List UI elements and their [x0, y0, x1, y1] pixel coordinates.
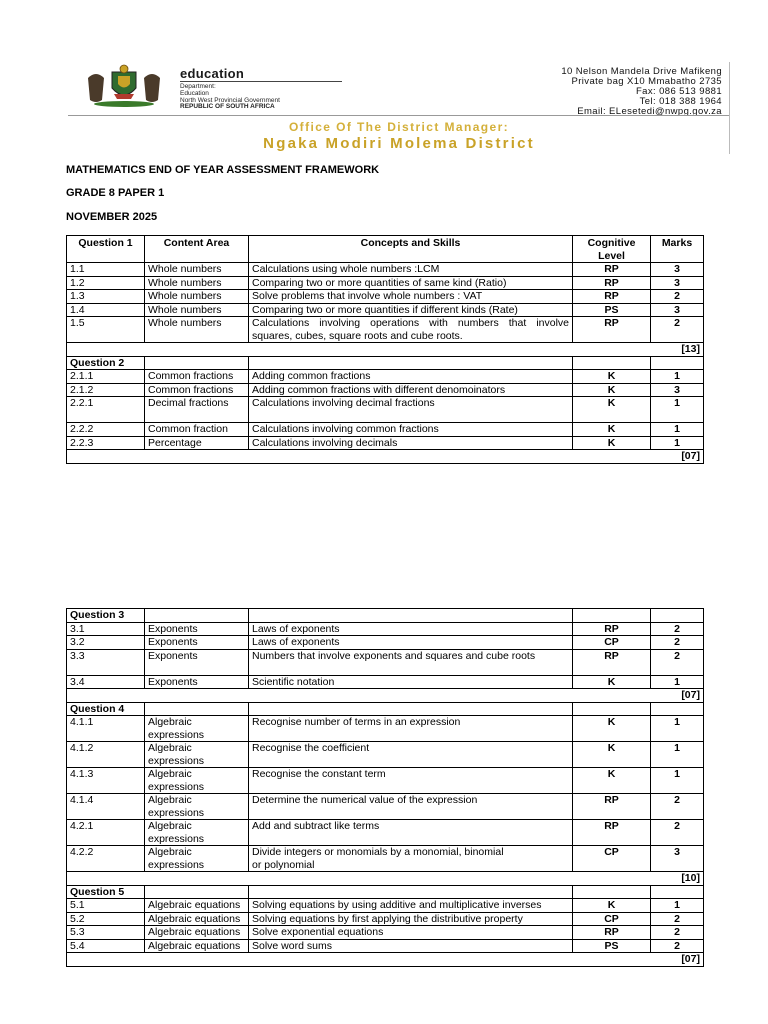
marks: 3 — [651, 383, 704, 397]
table-row — [67, 317, 704, 343]
marks: 2 — [651, 317, 704, 343]
empty-cell — [145, 702, 249, 716]
marks: 1 — [651, 899, 704, 913]
content-area: Percentage — [145, 436, 249, 450]
concepts-and-skills: Recognise the coefficient — [249, 742, 573, 768]
cognitive-level: K — [573, 397, 651, 423]
empty-cell — [651, 609, 704, 623]
table-row — [67, 436, 704, 450]
empty-cell — [249, 609, 573, 623]
content-area: Algebraic equations — [145, 939, 249, 953]
question-total: [10] — [67, 872, 704, 886]
framework-table-part1 — [66, 235, 704, 464]
table-row — [67, 939, 704, 953]
table-row — [67, 846, 704, 872]
content-area: Algebraic expressions — [145, 716, 249, 742]
empty-cell — [249, 885, 573, 899]
question-total: [13] — [67, 343, 704, 357]
header-cognitive-level: Cognitive Level — [573, 236, 651, 263]
question-total: [07] — [67, 953, 704, 967]
question-number: 2.1.1 — [67, 370, 145, 384]
section-title: Question 3 — [67, 609, 145, 623]
marks: 1 — [651, 397, 704, 423]
marks: 3 — [651, 276, 704, 290]
total-row — [67, 343, 704, 357]
cognitive-level: RP — [573, 276, 651, 290]
district-name: Ngaka Modiri Molema District — [263, 135, 535, 152]
department-details — [180, 84, 280, 111]
marks: 2 — [651, 926, 704, 940]
cognitive-level: PS — [573, 303, 651, 317]
table-row — [67, 912, 704, 926]
concepts-and-skills: Solving equations by first applying the distributive property — [249, 912, 573, 926]
cognitive-level: RP — [573, 290, 651, 304]
address-line: Fax: 086 513 9881 — [635, 86, 722, 97]
section-header-row — [67, 609, 704, 623]
concepts-and-skills: Solving equations by using additive and multiplicative inverses — [249, 899, 573, 913]
section-header-row — [67, 702, 704, 716]
cognitive-level: RP — [573, 263, 651, 277]
question-number: 4.1.1 — [67, 716, 145, 742]
table-row — [67, 290, 704, 304]
marks: 1 — [651, 742, 704, 768]
department-line: North West Provincial Government — [180, 96, 280, 104]
concepts-and-skills: Solve word sums — [249, 939, 573, 953]
table-row — [67, 303, 704, 317]
empty-cell — [573, 885, 651, 899]
marks: 1 — [651, 768, 704, 794]
content-area: Whole numbers — [145, 290, 249, 304]
cognitive-level: K — [573, 899, 651, 913]
empty-cell — [651, 356, 704, 370]
empty-cell — [573, 702, 651, 716]
empty-cell — [145, 609, 249, 623]
marks: 3 — [651, 263, 704, 277]
question-number: 5.4 — [67, 939, 145, 953]
marks: 2 — [651, 649, 704, 675]
marks: 1 — [651, 423, 704, 437]
content-area: Algebraic expressions — [145, 742, 249, 768]
content-area: Common fraction — [145, 423, 249, 437]
marks: 1 — [651, 436, 704, 450]
cognitive-level: K — [573, 436, 651, 450]
total-row — [67, 689, 704, 703]
concepts-and-skills: Laws of exponents — [249, 636, 573, 650]
question-number: 4.1.4 — [67, 794, 145, 820]
cognitive-level: RP — [573, 794, 651, 820]
question-number: 1.3 — [67, 290, 145, 304]
address-line: Tel: 018 388 1964 — [639, 96, 722, 107]
question-number: 4.2.2 — [67, 846, 145, 872]
letterhead — [68, 62, 730, 154]
concepts-and-skills: Recognise the constant term — [249, 768, 573, 794]
content-area: Exponents — [145, 622, 249, 636]
table-row — [67, 370, 704, 384]
cognitive-level: RP — [573, 317, 651, 343]
framework-table-part2 — [66, 608, 704, 967]
cognitive-level: CP — [573, 636, 651, 650]
question-number: 3.4 — [67, 675, 145, 689]
cognitive-level: K — [573, 768, 651, 794]
cognitive-level: RP — [573, 649, 651, 675]
table-row — [67, 675, 704, 689]
question-number: 1.4 — [67, 303, 145, 317]
concepts-and-skills: Calculations using whole numbers :LCM — [249, 263, 573, 277]
concepts-and-skills: Adding common fractions with different denomoinators — [249, 383, 573, 397]
question-number: 3.1 — [67, 622, 145, 636]
concepts-and-skills: Laws of exponents — [249, 622, 573, 636]
concepts-and-skills: Solve exponential equations — [249, 926, 573, 940]
cognitive-level: K — [573, 742, 651, 768]
cognitive-level: K — [573, 383, 651, 397]
cognitive-level: RP — [573, 622, 651, 636]
empty-cell — [573, 609, 651, 623]
table-row — [67, 742, 704, 768]
content-area: Whole numbers — [145, 276, 249, 290]
marks: 1 — [651, 675, 704, 689]
divider — [180, 81, 342, 82]
section-title: Question 2 — [67, 356, 145, 370]
content-area: Decimal fractions — [145, 397, 249, 423]
cognitive-level: RP — [573, 926, 651, 940]
document-date: NOVEMBER 2025 — [66, 211, 158, 223]
table-row — [67, 383, 704, 397]
document-title: MATHEMATICS END OF YEAR ASSESSMENT FRAMEWORK — [66, 164, 380, 176]
question-number: 2.2.3 — [67, 436, 145, 450]
marks: 1 — [651, 716, 704, 742]
coat-of-arms-icon — [74, 64, 174, 108]
content-area: Algebraic equations — [145, 899, 249, 913]
content-area: Algebraic expressions — [145, 768, 249, 794]
table-row — [67, 263, 704, 277]
question-number: 5.2 — [67, 912, 145, 926]
address-line: Private bag X10 Mmabatho 2735 — [571, 76, 722, 87]
concepts-and-skills: Scientific notation — [249, 675, 573, 689]
content-area: Exponents — [145, 636, 249, 650]
concepts-and-skills: Calculations involving decimal fractions — [249, 397, 573, 423]
address-block — [561, 67, 722, 117]
question-number: 2.2.2 — [67, 423, 145, 437]
cognitive-level: K — [573, 675, 651, 689]
header-content-area: Content Area — [145, 236, 249, 263]
content-area: Whole numbers — [145, 263, 249, 277]
table-row — [67, 794, 704, 820]
content-area: Common fractions — [145, 383, 249, 397]
marks: 2 — [651, 912, 704, 926]
question-number: 1.2 — [67, 276, 145, 290]
concepts-and-skills: Comparing two or more quantities of same kind (Ratio) — [249, 276, 573, 290]
content-area: Algebraic expressions — [145, 794, 249, 820]
section-title: Question 5 — [67, 885, 145, 899]
question-number: 5.3 — [67, 926, 145, 940]
empty-cell — [249, 702, 573, 716]
department-line: Education — [180, 89, 209, 97]
concepts-and-skills: Comparing two or more quantities if different kinds (Rate) — [249, 303, 573, 317]
document-grade: GRADE 8 PAPER 1 — [66, 187, 165, 199]
marks: 2 — [651, 622, 704, 636]
concepts-and-skills: Calculations involving operations with numbers that involve squares, cubes, square roots and cube roots. — [249, 317, 573, 343]
content-area: Algebraic equations — [145, 912, 249, 926]
header-marks: Marks — [651, 236, 704, 263]
marks: 2 — [651, 794, 704, 820]
marks: 3 — [651, 303, 704, 317]
total-row — [67, 872, 704, 886]
cognitive-level: K — [573, 716, 651, 742]
question-number: 4.1.3 — [67, 768, 145, 794]
table-row — [67, 716, 704, 742]
department-line: REPUBLIC OF SOUTH AFRICA — [180, 103, 275, 111]
content-area: Algebraic expressions — [145, 846, 249, 872]
concepts-and-skills: Adding common fractions — [249, 370, 573, 384]
table-row — [67, 276, 704, 290]
empty-cell — [145, 356, 249, 370]
content-area: Exponents — [145, 675, 249, 689]
table-header — [67, 236, 704, 263]
section-header-row — [67, 356, 704, 370]
empty-cell — [145, 885, 249, 899]
question-number: 5.1 — [67, 899, 145, 913]
question-total: [07] — [67, 450, 704, 464]
cognitive-level: PS — [573, 939, 651, 953]
question-number: 3.3 — [67, 649, 145, 675]
concepts-and-skills: Divide integers or monomials by a monomial, binomial or polynomial — [249, 846, 573, 872]
marks: 2 — [651, 636, 704, 650]
section-title: Question 4 — [67, 702, 145, 716]
question-number: 3.2 — [67, 636, 145, 650]
marks: 2 — [651, 939, 704, 953]
concepts-and-skills: Solve problems that involve whole numbers : VAT — [249, 290, 573, 304]
department-name: education — [180, 66, 245, 81]
question-number: 1.5 — [67, 317, 145, 343]
table-row — [67, 622, 704, 636]
cognitive-level: K — [573, 370, 651, 384]
empty-cell — [651, 885, 704, 899]
marks: 2 — [651, 290, 704, 304]
content-area: Algebraic equations — [145, 926, 249, 940]
concepts-and-skills: Recognise number of terms in an expression — [249, 716, 573, 742]
total-row — [67, 953, 704, 967]
section-header-row — [67, 885, 704, 899]
content-area: Algebraic expressions — [145, 820, 249, 846]
concepts-and-skills: Calculations involving common fractions — [249, 423, 573, 437]
question-number: 2.2.1 — [67, 397, 145, 423]
question-number: 4.2.1 — [67, 820, 145, 846]
header-question: Question 1 — [67, 236, 145, 263]
table-row — [67, 397, 704, 423]
table-row — [67, 636, 704, 650]
table-row — [67, 423, 704, 437]
marks: 2 — [651, 820, 704, 846]
total-row — [67, 450, 704, 464]
content-area: Common fractions — [145, 370, 249, 384]
content-area: Whole numbers — [145, 303, 249, 317]
content-area: Exponents — [145, 649, 249, 675]
empty-cell — [573, 356, 651, 370]
address-line: 10 Nelson Mandela Drive Mafikeng — [561, 66, 722, 77]
question-number: 2.1.2 — [67, 383, 145, 397]
question-total: [07] — [67, 689, 704, 703]
concepts-and-skills: Add and subtract like terms — [249, 820, 573, 846]
cognitive-level: CP — [573, 846, 651, 872]
divider — [68, 115, 730, 116]
office-title: Office Of The District Manager: — [288, 120, 510, 134]
concepts-and-skills: Numbers that involve exponents and squares and cube roots — [249, 649, 573, 675]
empty-cell — [249, 356, 573, 370]
cognitive-level: CP — [573, 912, 651, 926]
cognitive-level: K — [573, 423, 651, 437]
table-row — [67, 768, 704, 794]
table-row — [67, 926, 704, 940]
marks: 1 — [651, 370, 704, 384]
marks: 3 — [651, 846, 704, 872]
empty-cell — [651, 702, 704, 716]
header-concepts: Concepts and Skills — [249, 236, 573, 263]
content-area: Whole numbers — [145, 317, 249, 343]
question-number: 4.1.2 — [67, 742, 145, 768]
table-row — [67, 649, 704, 675]
concepts-and-skills: Determine the numerical value of the expression — [249, 794, 573, 820]
cognitive-level: RP — [573, 820, 651, 846]
department-line: Department: — [180, 83, 216, 90]
concepts-and-skills: Calculations involving decimals — [249, 436, 573, 450]
table-row — [67, 820, 704, 846]
address-line: Email: ELesetedi@nwpg.gov.za — [577, 106, 722, 117]
question-number: 1.1 — [67, 263, 145, 277]
table-row — [67, 899, 704, 913]
